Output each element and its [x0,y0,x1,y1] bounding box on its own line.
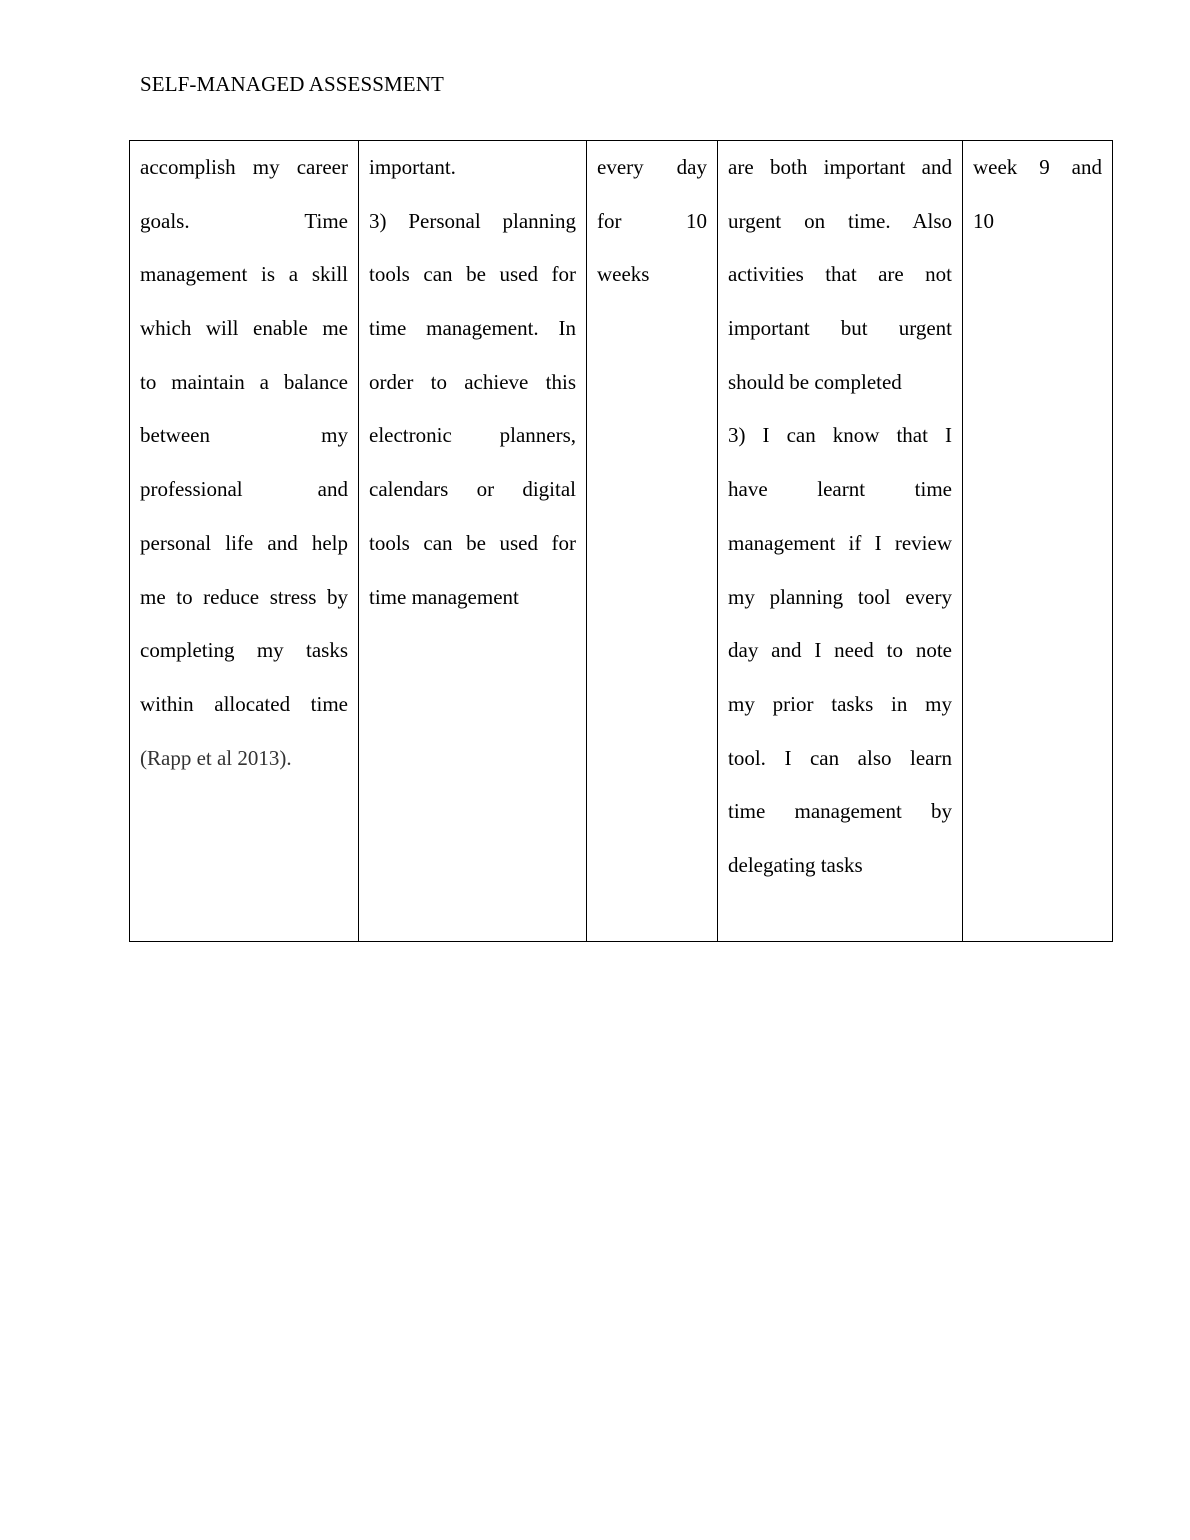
cell-line: 3) I can know that I [728,423,952,448]
cell-line: between my [140,423,348,448]
cell-line: 10 [973,208,994,233]
table-row [130,141,1113,942]
cell-line: my prior tasks in my [728,691,952,716]
cell-line: tools can be used for [369,262,576,287]
cell-line: my planning tool every [728,584,952,609]
cell-line: have learnt time [728,477,952,502]
cell-line: electronic planners, [369,423,576,448]
cell-line: tool. I can also learn [728,745,952,770]
cell-line: for 10 [597,208,707,233]
table-cell-evaluation [718,141,963,942]
cell-line: accomplish my career [140,155,348,179]
cell-line: tools can be used for [369,530,576,555]
table-cell-timeline [963,141,1113,942]
page-header: SELF-MANAGED ASSESSMENT [140,72,444,96]
cell-line: me to reduce stress by [140,584,348,609]
plan-table [129,140,1113,942]
table-cell-frequency [587,141,718,942]
cell-line: week 9 and [973,155,1102,179]
cell-line: urgent on time. Also [728,208,952,233]
cell-line: 3) Personal planning [369,208,576,233]
cell-line: within allocated time [140,691,348,716]
table-cell-resources [359,141,587,942]
cell-line: activities that are not [728,262,952,287]
cell-line: are both important and [728,155,952,179]
cell-line: personal life and help [140,530,348,555]
cell-line: day and I need to note [728,638,952,663]
cell-line: time management. In [369,316,576,341]
cell-line: order to achieve this [369,369,576,394]
cell-line: management if I review [728,530,952,555]
cell-line: should be completed [728,369,902,394]
cell-line: important. [369,155,456,179]
cell-line: completing my tasks [140,638,348,663]
cell-line: to maintain a balance [140,369,348,394]
cell-line: every day [597,155,707,179]
cell-line: which will enable me [140,316,348,341]
cell-line: time management by [728,799,952,824]
cell-line: calendars or digital [369,477,576,502]
cell-line: goals. Time [140,208,348,233]
table-cell-rationale [130,141,359,942]
cell-line: time management [369,584,519,609]
cell-line: professional and [140,477,348,502]
cell-line: important but urgent [728,316,952,341]
cell-line: weeks [597,262,650,287]
cell-line: delegating tasks [728,852,863,877]
cell-line: management is a skill [140,262,348,287]
citation: (Rapp et al 2013). [140,745,292,770]
